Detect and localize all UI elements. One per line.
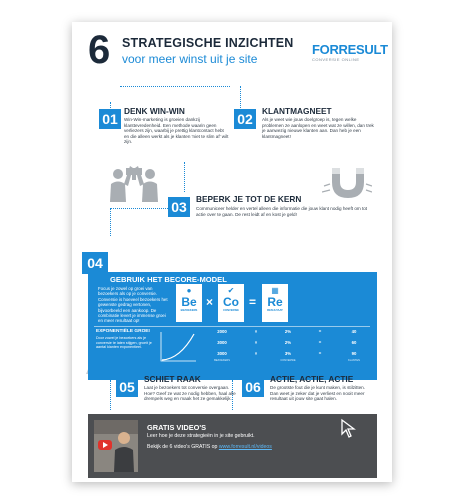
growth-title: EXPONENTIËLE GROEI [96, 329, 150, 334]
videos-link[interactable]: www.forresult.nl/videos [218, 444, 272, 450]
win-win-people-icon [106, 160, 166, 207]
check-icon: ✔ [227, 286, 235, 295]
table-cell: 2% [284, 339, 292, 345]
table-header: CONVERSIE [280, 358, 296, 362]
table-cell: = [318, 339, 322, 345]
infographic-page [72, 22, 392, 482]
table-cell: 2% [284, 328, 292, 334]
header-subtitle: voor meer winst uit je site [122, 52, 258, 66]
footer-line: Leer hoe je deze strategieën in je site gebruikt. [147, 433, 255, 439]
table-cell: 90 [351, 350, 357, 356]
video-thumbnail[interactable] [94, 420, 138, 472]
table-header-row [202, 357, 374, 363]
section-number: 01 [99, 109, 121, 129]
section-number: 03 [168, 197, 190, 217]
table-cell: × [254, 339, 258, 345]
table-cell: 2000 [217, 328, 227, 334]
growth-text: Door zowel je bezoekers als je conversie te laten stijgen, groeit je aantal klanten exponentieel. [96, 336, 152, 350]
connector-line [184, 162, 185, 192]
section-title: ACTIE, ACTIE, ACTIE [270, 374, 354, 384]
connector-line [110, 208, 174, 209]
section-number: 06 [242, 377, 264, 397]
table-header: KLANTEN [348, 358, 360, 362]
footer-cta [147, 444, 272, 450]
section-number: 05 [116, 377, 138, 397]
logo-tagline: CONVERSIE ONLINE [312, 57, 360, 62]
table-cell: × [254, 350, 258, 356]
section-title: BEPERK JE TOT DE KERN [196, 194, 302, 204]
section-title: SCHIET RAAK [144, 374, 201, 384]
box-symbol: Be [181, 295, 197, 309]
table-row [202, 350, 374, 356]
header-title: STRATEGISCHE INZICHTEN [122, 36, 294, 50]
growth-table [202, 328, 374, 363]
header-number: 6 [88, 28, 111, 72]
footer-title: GRATIS VIDEO'S [147, 423, 207, 432]
footer-cta-text: Bekijk de 6 video's GRATIS op [147, 444, 218, 450]
table-cell: 40 [351, 328, 357, 334]
section-title: KLANTMAGNEET [262, 106, 332, 116]
box-symbol: Re [267, 295, 283, 309]
becore-box-bezoekers [176, 284, 202, 322]
magnet-icon [322, 162, 372, 207]
table-cell: 60 [351, 339, 357, 345]
section-number: 02 [234, 109, 256, 129]
table-cell: = [318, 328, 322, 334]
table-cell: = [318, 350, 322, 356]
table-cell: 3% [284, 350, 292, 356]
section-text: Laat je bezoekers tot conversie overgaan. Hoe? Geef ze wat ze nodig hebben, haal alle drempels weg en maak het ze gemakkelijk. [144, 385, 236, 402]
connector-line [110, 380, 111, 410]
equals-sign: = [249, 295, 257, 309]
box-label: BEZOEKERS [180, 309, 198, 312]
box-label: RESULTAAT [267, 309, 283, 312]
multiply-sign: × [206, 295, 214, 309]
table-cell: 3000 [217, 339, 227, 345]
becore-box-conversie [218, 284, 244, 322]
box-label: CONVERSIE [223, 309, 239, 312]
section-text: Win-Win-marketing is groeien dankzij klanttevredenheid. Een methode waarin geen verliezers zijn, waarbij je prettig klantcontact hebt en die alleen werkt als je klanten 'niet te slim af' wilt zijn. [124, 117, 229, 145]
table-cell: × [254, 328, 258, 334]
panel-divider [94, 326, 370, 327]
connector-line [120, 86, 230, 87]
table-row [202, 339, 374, 345]
section-text: Focus je zowel op groei van bezoekers als op je conversie. Conversie is hoeveel bezoekers het gewenste gedrag vertonen, bijvoorbeeld een aankoop. De combinatie levert je immense groei en meer resultaat op! [98, 286, 168, 324]
chart-icon: ▦ [271, 286, 279, 295]
section-number: 04 [82, 252, 108, 274]
section-text: Communiceer helder en vertel alleen die informatie die jouw klant nodig heeft om tot actie over te gaan. De rest leidt af en kost je geld! [196, 206, 368, 217]
cursor-arrow-icon [338, 418, 360, 445]
growth-curve-chart [158, 330, 198, 364]
section-text: Als je weet wie jouw doelgroep is, tegen welke problemen ze aanlopen en weet wat ze willen, dan trek je aanwezig nieuwe klanten aan. Dan heb je een klantmagneet! [262, 117, 374, 139]
section-text: De grootste fout die je kunt maken, is stilzitten. Dan weet je zeker dat je verliest en nooit meer resultaat uit jouw site gaat halen. [270, 385, 365, 402]
table-row [202, 328, 374, 334]
forresult-logo: FORRESULT [312, 42, 388, 57]
section-title: GEBRUIK HET BECORE-MODEL [110, 275, 227, 284]
connector-line [110, 208, 111, 236]
person-icon: ● [186, 286, 192, 295]
box-symbol: Co [223, 295, 239, 309]
section-title: DENK WIN-WIN [124, 106, 185, 116]
becore-box-resultaat [262, 284, 288, 322]
table-cell: 3000 [217, 350, 227, 356]
table-header: BEZOEKERS [214, 358, 230, 362]
